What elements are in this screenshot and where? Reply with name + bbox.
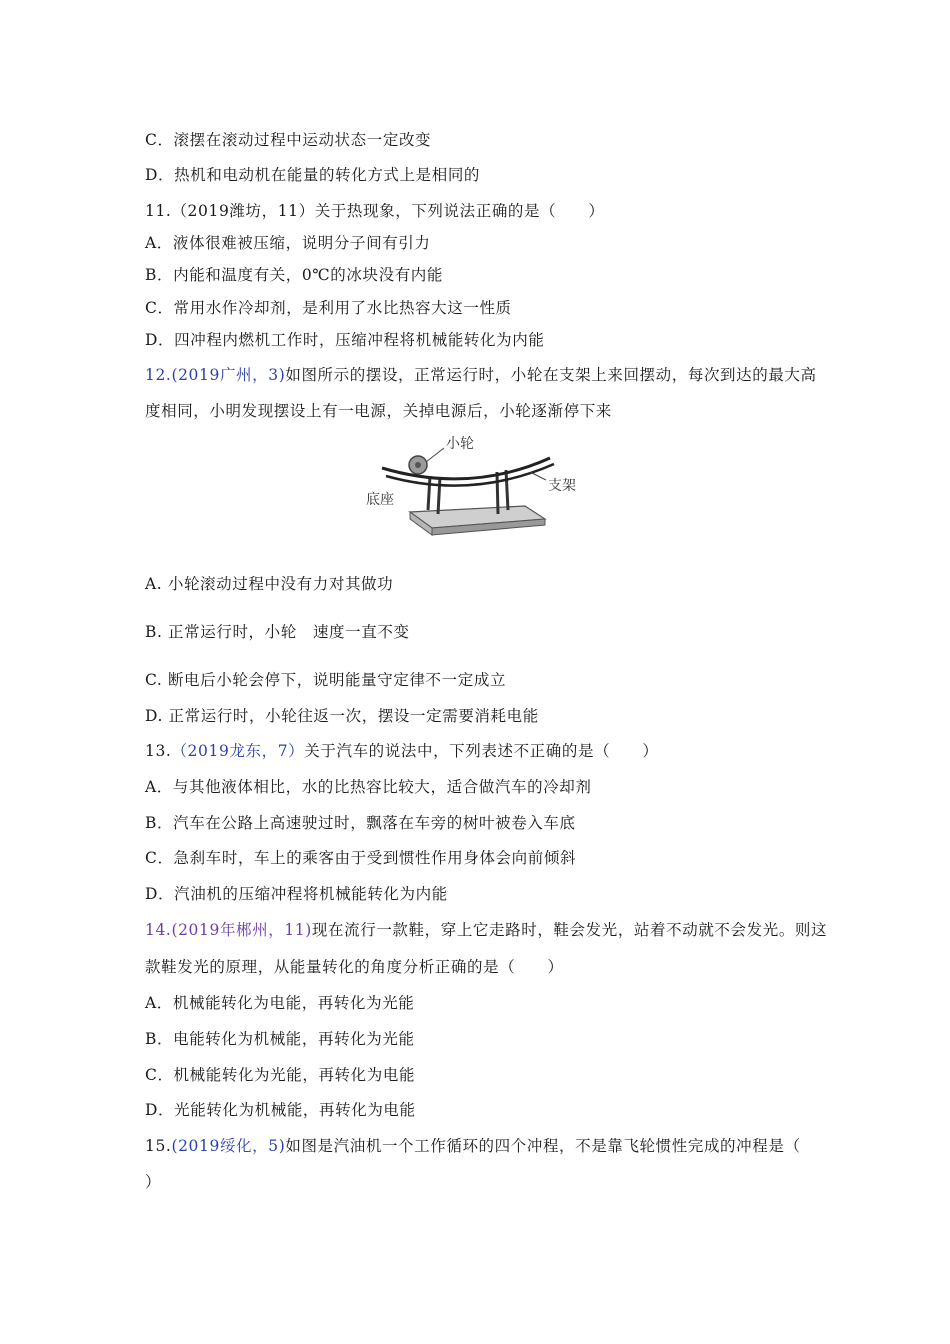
q13-option-a: A．与其他液体相比，水的比热容比较大，适合做汽车的冷却剂 (145, 778, 592, 796)
q12-stem-line-2: 度相同，小明发现摆设上有一电源，关掉电源后，小轮逐渐停下来 (145, 402, 612, 420)
figure-small-wheel-hub (415, 462, 421, 468)
q12-option-d: D. 正常运行时，小轮往返一次，摆设一定需要消耗电能 (145, 707, 539, 725)
q13-option-b: B．汽车在公路上高速驶过时，飘落在车旁的树叶被卷入车底 (145, 814, 576, 832)
q15-number: 15. (145, 1137, 172, 1155)
q13-option-c: C．急刹车时，车上的乘客由于受到惯性作用身体会向前倾斜 (145, 849, 577, 867)
q14-option-c: C．机械能转化为光能，再转化为电能 (145, 1066, 416, 1084)
q10-option-d: D．热机和电动机在能量的转化方式上是相同的 (145, 166, 481, 184)
q15-question-1: 如图是汽油机一个工作循环的四个冲程，不是靠飞轮惯性完成的冲程是（ (285, 1137, 801, 1155)
q14-source: 14.(2019年郴州，11) (145, 921, 312, 939)
q12-option-b: B. 正常运行时，小轮 速度一直不变 (145, 623, 410, 641)
q13-option-d: D．汽油机的压缩冲程将机械能转化为内能 (145, 885, 448, 903)
q11-question: 关于热现象，下列说法正确的是（ ） (314, 202, 605, 220)
q12-source: 12.(2019广州，3) (145, 366, 286, 384)
figure-label-bracket: 支架 (548, 478, 576, 494)
q13-source: （2019龙东，7） (171, 742, 305, 760)
q14-option-d: D．光能转化为机械能，再转化为电能 (145, 1101, 416, 1119)
q11-option-d: D．四冲程内燃机工作时，压缩冲程将机械能转化为内能 (145, 331, 545, 349)
q14-option-b: B．电能转化为机械能，再转化为光能 (145, 1030, 415, 1048)
q13-stem (145, 739, 658, 761)
q14-question-1: 现在流行一款鞋，穿上它走路时，鞋会发光，站着不动就不会发光。则这 (311, 921, 828, 939)
q12-question-1: 如图所示的摆设，正常运行时，小轮在支架上来回摆动，每次到达的最大高 (285, 366, 817, 384)
q13-question: 关于汽车的说法中，下列表述不正确的是（ ） (304, 742, 659, 760)
q13-number: 13. (145, 742, 172, 760)
q11-source: （2019潍坊，11） (171, 202, 315, 220)
q10-option-c: C．滚摆在滚动过程中运动状态一定改变 (145, 131, 432, 149)
q12-option-c: C. 断电后小轮会停下，说明能量守定律不一定成立 (145, 671, 507, 689)
q11-option-c: C．常用水作冷却剂，是利用了水比热容大这一性质 (145, 299, 512, 317)
q11-option-b: B．内能和温度有关，0℃的冰块没有内能 (145, 266, 443, 284)
q14-stem-line-2: 款鞋发光的原理，从能量转化的角度分析正确的是（ ） (145, 958, 564, 976)
q11-option-a: A．液体很难被压缩，说明分子间有引力 (145, 234, 431, 252)
q15-stem-line-1 (145, 1134, 801, 1156)
figure-post-left-2 (428, 476, 430, 510)
q11-number: 11. (145, 202, 172, 220)
q14-option-a: A．机械能转化为电能，再转化为光能 (145, 994, 415, 1012)
q12-stem-line-1 (145, 363, 817, 385)
figure-label-wheel: 小轮 (446, 436, 474, 452)
figure-label-line-wheel (426, 448, 444, 462)
q14-stem-line-1 (145, 918, 827, 940)
q12-figure-swing-toy (360, 432, 596, 544)
q12-option-a: A. 小轮滚动过程中没有力对其做功 (145, 575, 394, 593)
q15-source: (2019绥化，5) (171, 1137, 286, 1155)
figure-post-left-1 (438, 477, 440, 514)
figure-post-right-2 (497, 472, 498, 514)
figure-label-line-bracket (530, 472, 546, 480)
figure-label-base: 底座 (366, 492, 394, 508)
q11-stem (145, 199, 605, 221)
q15-stem-line-2: ） (145, 1173, 162, 1191)
figure-post-right-1 (506, 470, 508, 510)
